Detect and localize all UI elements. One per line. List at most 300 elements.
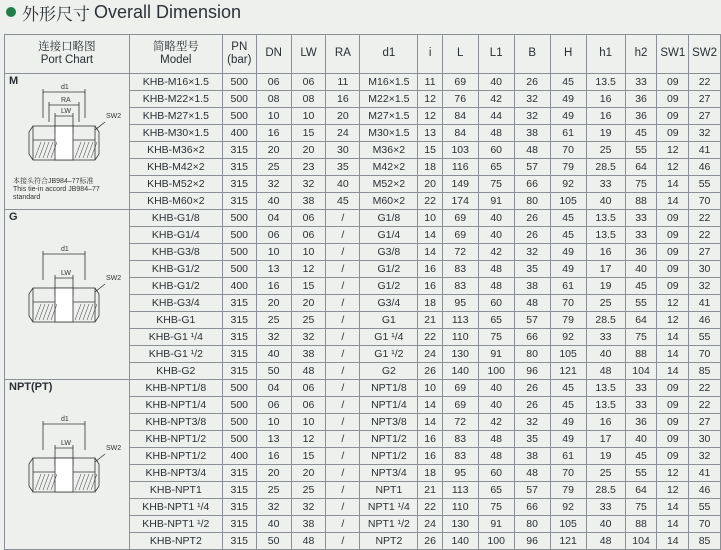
drawing-label: LW [61, 270, 71, 277]
cell-h1: 33 [586, 499, 625, 516]
cell-l1: 48 [478, 278, 514, 295]
cell-i: 22 [418, 499, 442, 516]
cell-model: KHB-G1 ¹/2 [129, 346, 222, 363]
cell-b: 80 [514, 346, 550, 363]
cell-d1: NPT1 [360, 482, 418, 499]
cell-l1: 100 [478, 363, 514, 380]
cell-h1: 33 [586, 329, 625, 346]
cell-l: 69 [442, 397, 478, 414]
cell-sw2: 70 [689, 193, 721, 210]
cell-ra: / [326, 414, 360, 431]
cell-sw1: 09 [657, 397, 689, 414]
cell-lw: 15 [291, 125, 326, 142]
cell-sw2: 32 [689, 278, 721, 295]
header-d1: d1 [360, 35, 418, 74]
cell-h1: 33 [586, 176, 625, 193]
cell-pn: 500 [222, 210, 256, 227]
cell-pn: 315 [222, 482, 256, 499]
cell-ra: 16 [326, 91, 360, 108]
port-drawing [5, 240, 123, 340]
cell-l: 95 [442, 295, 478, 312]
cell-sw2: 32 [689, 448, 721, 465]
cell-l: 149 [442, 176, 478, 193]
cell-h1: 48 [586, 533, 625, 550]
cell-d1: M22×1.5 [360, 91, 418, 108]
cell-b: 32 [514, 108, 550, 125]
cell-lw: 25 [291, 482, 326, 499]
cell-i: 14 [418, 244, 442, 261]
cell-sw1: 09 [657, 108, 689, 125]
cell-pn: 315 [222, 295, 256, 312]
cell-d1: NPT3/4 [360, 465, 418, 482]
cell-i: 21 [418, 312, 442, 329]
cell-lw: 32 [291, 499, 326, 516]
cell-lw: 48 [291, 533, 326, 550]
cell-h1: 13.5 [586, 380, 625, 397]
cell-h1: 17 [586, 261, 625, 278]
cell-sw1: 09 [657, 227, 689, 244]
cell-sw1: 14 [657, 533, 689, 550]
cell-model: KHB-G1 [129, 312, 222, 329]
cell-sw1: 09 [657, 91, 689, 108]
cell-l1: 48 [478, 261, 514, 278]
cell-l1: 60 [478, 142, 514, 159]
cell-d1: NPT1/2 [360, 431, 418, 448]
cell-dn: 13 [256, 261, 291, 278]
cell-sw1: 09 [657, 380, 689, 397]
cell-pn: 315 [222, 176, 256, 193]
cell-lw: 10 [291, 108, 326, 125]
cell-l: 69 [442, 227, 478, 244]
cell-i: 16 [418, 278, 442, 295]
cell-pn: 315 [222, 346, 256, 363]
cell-h: 79 [550, 482, 586, 499]
header-pn: PN (bar) [222, 35, 256, 74]
header-sw2: SW2 [689, 35, 721, 74]
cell-ra: / [326, 227, 360, 244]
cell-l: 72 [442, 244, 478, 261]
cell-ra: / [326, 329, 360, 346]
header-ra: RA [326, 35, 360, 74]
cell-h: 105 [550, 516, 586, 533]
cell-pn: 500 [222, 108, 256, 125]
cell-l1: 91 [478, 346, 514, 363]
cell-lw: 38 [291, 346, 326, 363]
cell-b: 26 [514, 74, 550, 91]
cell-ra: 45 [326, 193, 360, 210]
cell-d1: NPT1/8 [360, 380, 418, 397]
cell-i: 22 [418, 193, 442, 210]
cell-ra: 35 [326, 159, 360, 176]
cell-model: KHB-M16×1.5 [129, 74, 222, 91]
cell-ra: 11 [326, 74, 360, 91]
cell-d1: M27×1.5 [360, 108, 418, 125]
cell-ra: / [326, 312, 360, 329]
cell-b: 57 [514, 312, 550, 329]
cell-b: 96 [514, 533, 550, 550]
cell-h: 61 [550, 125, 586, 142]
cell-pn: 315 [222, 363, 256, 380]
cell-lw: 38 [291, 516, 326, 533]
cell-h2: 36 [625, 414, 657, 431]
cell-h: 105 [550, 193, 586, 210]
table-row [5, 210, 721, 227]
cell-h: 49 [550, 261, 586, 278]
cell-ra: / [326, 210, 360, 227]
cell-model: KHB-M42×2 [129, 159, 222, 176]
cell-d1: NPT1/2 [360, 448, 418, 465]
cell-l: 83 [442, 261, 478, 278]
cell-pn: 400 [222, 448, 256, 465]
cell-pn: 500 [222, 397, 256, 414]
cell-dn: 06 [256, 397, 291, 414]
cell-h1: 19 [586, 125, 625, 142]
cell-b: 26 [514, 380, 550, 397]
cell-b: 80 [514, 516, 550, 533]
drawing-label: SW2 [106, 445, 122, 452]
cell-l: 174 [442, 193, 478, 210]
cell-l: 72 [442, 414, 478, 431]
cell-h2: 75 [625, 176, 657, 193]
port-chart-cell [5, 210, 130, 380]
cell-pn: 500 [222, 431, 256, 448]
cell-i: 22 [418, 329, 442, 346]
cell-d1: G1/4 [360, 227, 418, 244]
cell-lw: 20 [291, 295, 326, 312]
drawing-label: LW [61, 440, 71, 447]
cell-sw2: 55 [689, 329, 721, 346]
cell-h1: 16 [586, 91, 625, 108]
cell-l1: 40 [478, 210, 514, 227]
cell-ra: 20 [326, 108, 360, 125]
cell-h: 49 [550, 244, 586, 261]
cell-i: 20 [418, 176, 442, 193]
cell-i: 14 [418, 397, 442, 414]
cell-l: 84 [442, 108, 478, 125]
cell-h2: 64 [625, 159, 657, 176]
cell-sw2: 55 [689, 499, 721, 516]
cell-i: 24 [418, 516, 442, 533]
cell-h1: 13.5 [586, 210, 625, 227]
cell-sw2: 70 [689, 346, 721, 363]
cell-ra: / [326, 533, 360, 550]
cell-model: KHB-M27×1.5 [129, 108, 222, 125]
cell-model: KHB-NPT2 [129, 533, 222, 550]
cell-sw1: 09 [657, 125, 689, 142]
cell-d1: M30×1.5 [360, 125, 418, 142]
header-b: B [514, 35, 550, 74]
cell-d1: M42×2 [360, 159, 418, 176]
cell-l: 76 [442, 91, 478, 108]
cell-b: 48 [514, 295, 550, 312]
port-chart-cell [5, 74, 130, 210]
cell-sw1: 09 [657, 244, 689, 261]
cell-dn: 06 [256, 74, 291, 91]
cell-dn: 25 [256, 159, 291, 176]
cell-i: 10 [418, 380, 442, 397]
cell-i: 18 [418, 465, 442, 482]
cell-l1: 40 [478, 74, 514, 91]
cell-model: KHB-G1/8 [129, 210, 222, 227]
cell-ra: / [326, 363, 360, 380]
cell-i: 26 [418, 533, 442, 550]
cell-sw1: 14 [657, 499, 689, 516]
cell-b: 48 [514, 465, 550, 482]
cell-h: 79 [550, 312, 586, 329]
cell-h1: 28.5 [586, 312, 625, 329]
cell-lw: 06 [291, 74, 326, 91]
cell-l1: 65 [478, 159, 514, 176]
cell-d1: M16×1.5 [360, 74, 418, 91]
cell-i: 16 [418, 261, 442, 278]
standard-caption: 本接头符合JB984–77标准 This tie-in accord JB984–77 standard [13, 178, 100, 202]
cell-sw2: 46 [689, 482, 721, 499]
title-en: Overall Dimension [94, 1, 242, 22]
cell-dn: 16 [256, 448, 291, 465]
cell-h2: 64 [625, 312, 657, 329]
cell-lw: 20 [291, 465, 326, 482]
cell-h1: 40 [586, 193, 625, 210]
cell-ra: / [326, 244, 360, 261]
cell-i: 14 [418, 227, 442, 244]
cell-model: KHB-G3/4 [129, 295, 222, 312]
cell-h: 49 [550, 91, 586, 108]
cell-sw1: 12 [657, 142, 689, 159]
port-drawing [5, 75, 123, 178]
header-h1: h1 [586, 35, 625, 74]
page-title [6, 0, 241, 24]
cell-h: 79 [550, 159, 586, 176]
cell-h1: 16 [586, 244, 625, 261]
cell-lw: 10 [291, 414, 326, 431]
cell-pn: 500 [222, 74, 256, 91]
cell-model: KHB-G1/2 [129, 261, 222, 278]
cell-pn: 500 [222, 244, 256, 261]
cell-h1: 13.5 [586, 397, 625, 414]
drawing-label: d1 [61, 84, 69, 91]
cell-model: KHB-NPT3/8 [129, 414, 222, 431]
cell-pn: 315 [222, 465, 256, 482]
cell-sw1: 12 [657, 312, 689, 329]
cell-i: 24 [418, 346, 442, 363]
cell-l: 116 [442, 159, 478, 176]
cell-sw2: 30 [689, 261, 721, 278]
table-row [5, 74, 721, 91]
cell-i: 12 [418, 108, 442, 125]
cell-sw2: 27 [689, 91, 721, 108]
cell-d1: NPT1 ¹/4 [360, 499, 418, 516]
cell-model: KHB-G1 ¹/4 [129, 329, 222, 346]
cell-lw: 20 [291, 142, 326, 159]
cell-b: 32 [514, 244, 550, 261]
cell-d1: NPT1 ¹/2 [360, 516, 418, 533]
cell-sw1: 09 [657, 210, 689, 227]
cell-sw1: 14 [657, 516, 689, 533]
cell-sw2: 55 [689, 176, 721, 193]
cell-h: 45 [550, 227, 586, 244]
cell-l: 110 [442, 499, 478, 516]
cell-d1: NPT1/4 [360, 397, 418, 414]
cell-l1: 75 [478, 329, 514, 346]
cell-l: 69 [442, 380, 478, 397]
cell-sw2: 70 [689, 516, 721, 533]
cell-sw2: 85 [689, 533, 721, 550]
cell-sw1: 09 [657, 414, 689, 431]
header-lw: LW [291, 35, 326, 74]
cell-sw2: 22 [689, 210, 721, 227]
cell-sw2: 85 [689, 363, 721, 380]
cell-ra: / [326, 465, 360, 482]
cell-l1: 40 [478, 397, 514, 414]
cell-model: KHB-NPT1/2 [129, 431, 222, 448]
cell-sw1: 14 [657, 193, 689, 210]
cell-d1: G1/2 [360, 278, 418, 295]
cell-sw2: 41 [689, 465, 721, 482]
cell-dn: 20 [256, 142, 291, 159]
cell-model: KHB-NPT1 ¹/2 [129, 516, 222, 533]
cell-d1: G3/8 [360, 244, 418, 261]
cell-sw2: 22 [689, 74, 721, 91]
cell-pn: 500 [222, 380, 256, 397]
cell-h2: 104 [625, 363, 657, 380]
cell-h2: 45 [625, 125, 657, 142]
cell-dn: 10 [256, 108, 291, 125]
dimension-table [4, 34, 721, 550]
cell-h: 121 [550, 363, 586, 380]
cell-h1: 25 [586, 465, 625, 482]
cell-ra: / [326, 482, 360, 499]
cell-h: 70 [550, 295, 586, 312]
cell-d1: G1/8 [360, 210, 418, 227]
cell-b: 38 [514, 278, 550, 295]
cell-model: KHB-M60×2 [129, 193, 222, 210]
cell-sw1: 12 [657, 465, 689, 482]
cell-h2: 55 [625, 465, 657, 482]
cell-b: 32 [514, 91, 550, 108]
cell-sw1: 14 [657, 176, 689, 193]
table-body [5, 74, 721, 550]
cell-l: 130 [442, 516, 478, 533]
cell-b: 26 [514, 397, 550, 414]
cell-b: 26 [514, 210, 550, 227]
cell-h2: 40 [625, 431, 657, 448]
group-label: NPT(PT) [9, 381, 53, 393]
cell-h2: 33 [625, 397, 657, 414]
cell-dn: 50 [256, 363, 291, 380]
cell-model: KHB-NPT1/8 [129, 380, 222, 397]
cell-lw: 06 [291, 397, 326, 414]
cell-i: 11 [418, 74, 442, 91]
cell-sw2: 22 [689, 227, 721, 244]
cell-pn: 315 [222, 142, 256, 159]
cell-d1: G3/4 [360, 295, 418, 312]
cell-l1: 48 [478, 125, 514, 142]
cell-h2: 40 [625, 261, 657, 278]
cell-ra: / [326, 499, 360, 516]
cell-lw: 06 [291, 227, 326, 244]
cell-h2: 45 [625, 278, 657, 295]
cell-dn: 04 [256, 380, 291, 397]
cell-l1: 42 [478, 91, 514, 108]
cell-sw1: 09 [657, 431, 689, 448]
cell-i: 15 [418, 142, 442, 159]
cell-dn: 25 [256, 482, 291, 499]
header-i: i [418, 35, 442, 74]
cell-i: 16 [418, 431, 442, 448]
cell-l1: 65 [478, 312, 514, 329]
cell-d1: M36×2 [360, 142, 418, 159]
cell-h: 92 [550, 329, 586, 346]
cell-h: 45 [550, 74, 586, 91]
cell-h1: 40 [586, 346, 625, 363]
cell-i: 12 [418, 91, 442, 108]
port-drawing [5, 410, 123, 510]
cell-dn: 40 [256, 516, 291, 533]
cell-sw2: 22 [689, 380, 721, 397]
cell-ra: / [326, 516, 360, 533]
cell-h2: 36 [625, 108, 657, 125]
cell-l1: 60 [478, 465, 514, 482]
cell-h2: 33 [625, 74, 657, 91]
header-port-chart: 连接口略图 Port Chart [5, 35, 130, 74]
cell-dn: 16 [256, 278, 291, 295]
cell-l1: 40 [478, 380, 514, 397]
cell-sw1: 12 [657, 482, 689, 499]
cell-b: 80 [514, 193, 550, 210]
cell-l: 140 [442, 363, 478, 380]
bullet-icon [6, 7, 16, 17]
cell-l: 130 [442, 346, 478, 363]
cell-d1: G1 [360, 312, 418, 329]
cell-h2: 55 [625, 142, 657, 159]
cell-h: 105 [550, 346, 586, 363]
cell-lw: 15 [291, 448, 326, 465]
cell-dn: 10 [256, 244, 291, 261]
cell-lw: 08 [291, 91, 326, 108]
header-sw1: SW1 [657, 35, 689, 74]
cell-sw2: 30 [689, 431, 721, 448]
cell-h: 92 [550, 176, 586, 193]
cell-h: 70 [550, 465, 586, 482]
cell-sw2: 27 [689, 414, 721, 431]
group-label: G [9, 211, 18, 223]
drawing-label: RA [61, 97, 71, 104]
cell-sw2: 22 [689, 397, 721, 414]
cell-h1: 16 [586, 108, 625, 125]
cell-h2: 36 [625, 244, 657, 261]
cell-d1: M52×2 [360, 176, 418, 193]
cell-l1: 60 [478, 295, 514, 312]
cell-dn: 32 [256, 329, 291, 346]
header-dn: DN [256, 35, 291, 74]
cell-h: 45 [550, 397, 586, 414]
cell-b: 66 [514, 499, 550, 516]
cell-pn: 500 [222, 91, 256, 108]
cell-pn: 315 [222, 516, 256, 533]
cell-dn: 40 [256, 346, 291, 363]
cell-h1: 19 [586, 448, 625, 465]
cell-l: 103 [442, 142, 478, 159]
drawing-label: SW2 [106, 275, 122, 282]
cell-lw: 06 [291, 210, 326, 227]
cell-l: 69 [442, 210, 478, 227]
cell-model: KHB-G2 [129, 363, 222, 380]
cell-dn: 04 [256, 210, 291, 227]
cell-lw: 12 [291, 431, 326, 448]
port-chart-cell [5, 380, 130, 550]
cell-i: 16 [418, 448, 442, 465]
cell-d1: NPT3/8 [360, 414, 418, 431]
